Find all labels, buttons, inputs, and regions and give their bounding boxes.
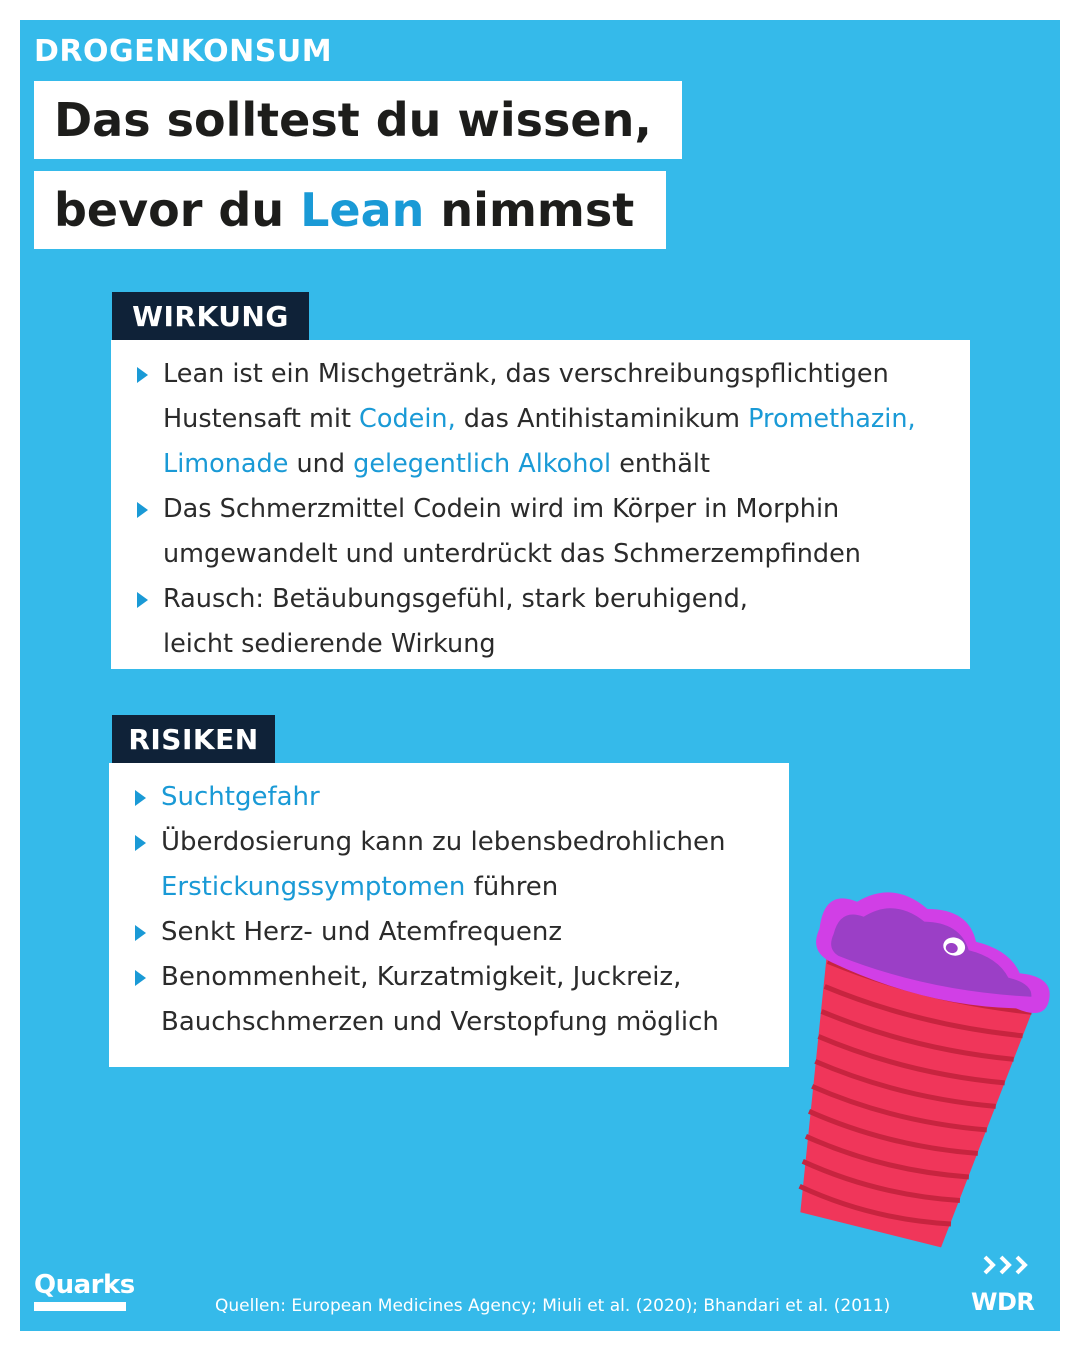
list-item xyxy=(133,910,779,955)
triangle-bullet-icon xyxy=(137,502,148,518)
risiken-card xyxy=(109,763,789,1067)
list-item xyxy=(135,577,960,667)
highlight-alkohol: gelegentlich Alkohol xyxy=(353,449,612,479)
sources-text: Quellen: European Medicines Agency; Miuli et al. (2020); Bhandari et al. (2011) xyxy=(215,1296,891,1316)
highlight-codein: Codein, xyxy=(359,404,456,434)
list-item xyxy=(133,820,779,910)
triangle-bullet-icon xyxy=(135,970,146,986)
text-span: Hustensaft mit xyxy=(163,404,360,434)
list-item xyxy=(133,955,779,1045)
item-line: Lean ist ein Mischgetränk, das verschreibungspflichtigen xyxy=(163,359,889,389)
item-line: umgewandelt und unterdrückt das Schmerzempfinden xyxy=(163,539,861,569)
list-item xyxy=(135,487,960,577)
triangle-bullet-icon xyxy=(137,592,148,608)
text-span: und xyxy=(288,449,354,479)
lean-cup-illustration xyxy=(725,880,1055,1270)
title-accent: Lean xyxy=(300,183,425,237)
text-span: führen xyxy=(465,872,559,902)
triangle-bullet-icon xyxy=(135,835,146,851)
title-line-2-post: nimmst xyxy=(424,183,635,237)
item-line: Senkt Herz- und Atemfrequenz xyxy=(161,917,562,947)
risiken-list xyxy=(133,775,779,1045)
highlight-promethazin: Promethazin, xyxy=(748,404,916,434)
title-line-1-text: Das solltest du wissen, xyxy=(54,93,652,147)
highlight-limonade: Limonade xyxy=(163,449,289,479)
quarks-logo: Quarks xyxy=(34,1270,135,1300)
highlight-erstickung: Erstickungssymptomen xyxy=(161,872,466,902)
section-label-wirkung: WIRKUNG xyxy=(112,292,309,340)
item-line: Überdosierung kann zu lebensbedrohlichen xyxy=(161,827,726,857)
item-line xyxy=(163,397,960,442)
title-line-1 xyxy=(34,81,682,159)
list-item xyxy=(133,775,779,820)
triangle-bullet-icon xyxy=(137,367,148,383)
list-item xyxy=(135,352,960,487)
text-span: enthält xyxy=(611,449,710,479)
highlight-suchtgefahr: Suchtgefahr xyxy=(161,782,320,812)
item-line: Bauchschmerzen und Verstopfung möglich xyxy=(161,1007,719,1037)
wirkung-card xyxy=(111,340,970,669)
item-line: Das Schmerzmittel Codein wird im Körper in Morphin xyxy=(163,494,840,524)
infographic-panel xyxy=(20,20,1060,1331)
kicker: DROGENKONSUM xyxy=(34,34,333,69)
item-line: Rausch: Betäubungsgefühl, stark beruhigend, xyxy=(163,584,748,614)
title-line-2 xyxy=(34,171,666,249)
item-line: leicht sedierende Wirkung xyxy=(163,629,496,659)
text-span: das Antihistaminikum xyxy=(455,404,749,434)
triangle-bullet-icon xyxy=(135,790,146,806)
item-line xyxy=(163,442,960,487)
wirkung-list xyxy=(135,352,960,667)
section-label-risiken: RISIKEN xyxy=(112,715,275,763)
quarks-logo-bar xyxy=(34,1302,126,1311)
item-line: Benommenheit, Kurzatmigkeit, Juckreiz, xyxy=(161,962,682,992)
item-line xyxy=(161,865,779,910)
triangle-bullet-icon xyxy=(135,925,146,941)
title-line-2-pre: bevor du xyxy=(54,183,301,237)
wdr-logo: WDR xyxy=(971,1288,1035,1316)
wdr-arrows-icon xyxy=(983,1253,1035,1277)
